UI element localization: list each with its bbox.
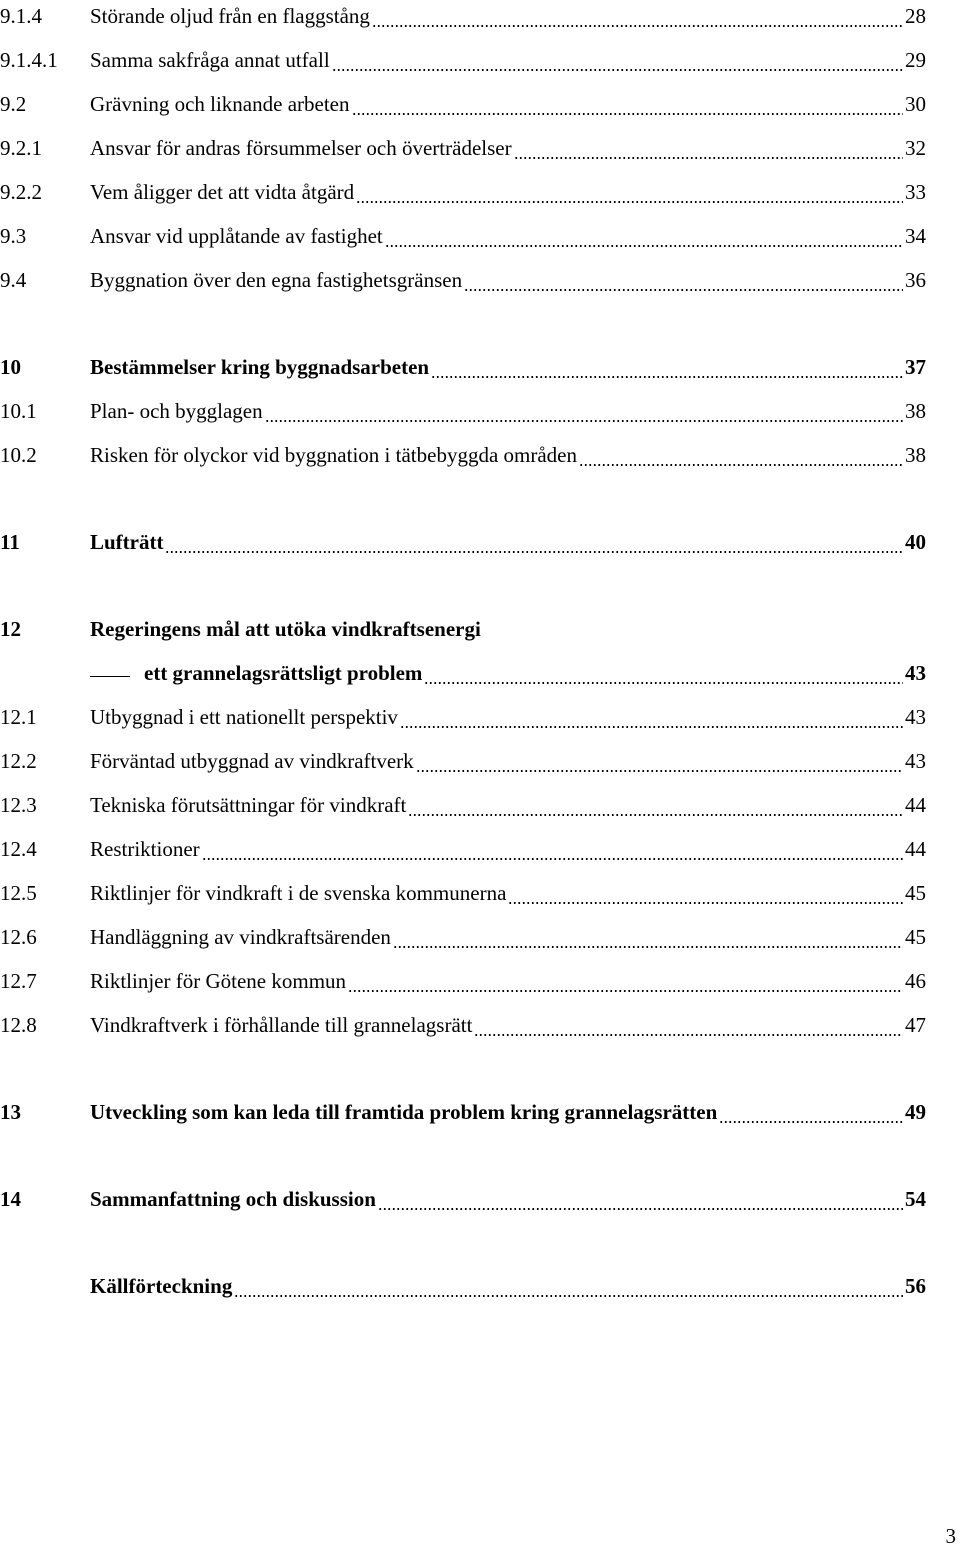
toc-entry-number: 10 [0, 355, 21, 379]
toc-entry-title: Byggnation över den egna fastighetsgränsen [90, 268, 463, 292]
toc-entry[interactable] [0, 963, 926, 993]
toc-entry-number: 12.6 [0, 925, 37, 949]
toc-chapter[interactable] [0, 1268, 926, 1298]
toc-entry-number: 9.2.1 [0, 136, 42, 160]
toc-entry-title: Ansvar för andras försummelser och överträdelser [90, 136, 512, 160]
toc-entry-page: 30 [905, 92, 926, 116]
toc-entry-title: Restriktioner [90, 837, 200, 861]
dash [90, 676, 130, 677]
toc-entry-title: Källförteckning [90, 1274, 233, 1298]
toc-entry-title: Riktlinjer för Götene kommun [90, 969, 347, 993]
toc-entry[interactable] [0, 42, 926, 72]
toc-entry[interactable] [0, 86, 926, 116]
toc-entry-number: 9.3 [0, 224, 27, 248]
toc-entry-title: Lufträtt [90, 530, 164, 554]
toc-entry[interactable] [0, 919, 926, 949]
dot-leader [416, 755, 903, 773]
toc-entry-title: Riktlinjer för vindkraft i de svenska kommunerna [90, 881, 507, 905]
toc-entry-title-continued: ett grannelagsrättsligt problem [144, 661, 423, 685]
toc-entry-title: Utveckling som kan leda till framtida problem kring grannelagsrätten [90, 1100, 718, 1124]
toc-chapter[interactable] [0, 1181, 926, 1211]
toc-chapter[interactable] [0, 349, 926, 379]
toc-entry-title: Vindkraftverk i förhållande till grannelagsrätt [90, 1013, 473, 1037]
toc-entry-title: Handläggning av vindkraftsärenden [90, 925, 391, 949]
toc-entry-page: 40 [905, 530, 926, 554]
dot-leader [474, 1019, 903, 1037]
toc-entry-title: Grävning och liknande arbeten [90, 92, 350, 116]
toc-entry-number: 12 [0, 617, 21, 641]
dot-leader [408, 799, 903, 817]
toc-entry-page: 43 [905, 661, 926, 685]
toc-entry-page: 45 [905, 925, 926, 949]
toc-entry-page: 54 [905, 1187, 926, 1211]
toc-entry-page: 38 [905, 399, 926, 423]
toc-entry[interactable] [0, 437, 926, 467]
toc-chapter-continuation[interactable] [90, 655, 926, 685]
toc-entry-title: Ansvar vid upplåtande av fastighet [90, 224, 383, 248]
toc-entry-page: 44 [905, 837, 926, 861]
toc-entry-number: 10.1 [0, 399, 37, 423]
toc-entry[interactable] [0, 1007, 926, 1037]
toc-entry-title: Förväntad utbyggnad av vindkraftverk [90, 749, 414, 773]
toc-entry-page: 32 [905, 136, 926, 160]
toc-entry-number: 12.2 [0, 749, 37, 773]
dot-leader [514, 142, 903, 160]
toc-entry-number: 10.2 [0, 443, 37, 467]
dot-leader [385, 230, 903, 248]
toc-entry-page: 45 [905, 881, 926, 905]
toc-entry-number: 11 [0, 530, 20, 554]
toc-entry-title: Bestämmelser kring byggnadsarbeten [90, 355, 430, 379]
toc-entry-number: 9.1.4 [0, 4, 42, 28]
toc-entry-page: 56 [905, 1274, 926, 1298]
dot-leader [332, 54, 903, 72]
dot-leader [356, 186, 903, 204]
toc-entry-page: 47 [905, 1013, 926, 1037]
toc-entry[interactable] [0, 130, 926, 160]
toc-entry-title: Utbyggnad i ett nationellt perspektiv [90, 705, 398, 729]
toc-entry-page: 44 [905, 793, 926, 817]
dot-leader [393, 931, 903, 949]
toc-entry-page: 46 [905, 969, 926, 993]
dot-leader [719, 1106, 903, 1124]
toc-entry[interactable] [0, 743, 926, 773]
dot-leader [579, 449, 903, 467]
toc-entry-title: Tekniska förutsättningar för vindkraft [90, 793, 407, 817]
toc-entry-page: 49 [905, 1100, 926, 1124]
toc-entry-title: Störande oljud från en flaggstång [90, 4, 370, 28]
toc-entry[interactable] [0, 0, 926, 28]
toc-entry-title: Samma sakfråga annat utfall [90, 48, 330, 72]
toc-entry-title: Vem åligger det att vidta åtgärd [90, 180, 355, 204]
toc-entry-number: 12.8 [0, 1013, 37, 1037]
toc-entry-page: 38 [905, 443, 926, 467]
toc-entry-title: Regeringens mål att utöka vindkraftsenergi [90, 617, 481, 641]
dot-leader [265, 405, 903, 423]
dot-leader [234, 1280, 903, 1298]
toc-entry-title: Plan- och bygglagen [90, 399, 263, 423]
dot-leader [352, 98, 904, 116]
toc-chapter[interactable] [0, 1094, 926, 1124]
toc-entry[interactable] [0, 262, 926, 292]
dot-leader [202, 843, 903, 861]
toc-entry-title: Risken för olyckor vid byggnation i tätbebyggda områden [90, 443, 577, 467]
toc-entry-number: 9.2 [0, 92, 27, 116]
toc-entry-page: 29 [905, 48, 926, 72]
toc-entry-page: 33 [905, 180, 926, 204]
toc-entry-number: 13 [0, 1100, 21, 1124]
toc-entry-page: 43 [905, 705, 926, 729]
toc-entry-number: 12.7 [0, 969, 37, 993]
toc-chapter[interactable] [0, 524, 926, 554]
toc-entry-number: 12.1 [0, 705, 37, 729]
toc-entry[interactable] [0, 875, 926, 905]
toc-entry-title: Sammanfattning och diskussion [90, 1187, 376, 1211]
toc-entry[interactable] [0, 174, 926, 204]
toc-entry-page: 43 [905, 749, 926, 773]
toc-entry-page: 36 [905, 268, 926, 292]
dot-leader [378, 1193, 903, 1211]
toc-entry[interactable] [0, 393, 926, 423]
dot-leader [508, 887, 903, 905]
toc-entry-number: 12.5 [0, 881, 37, 905]
toc-entry[interactable] [0, 831, 926, 861]
page-number: 3 [945, 1524, 956, 1548]
toc-entry-number: 14 [0, 1187, 21, 1211]
toc-entry-number: 9.2.2 [0, 180, 42, 204]
dot-leader [464, 274, 903, 292]
toc-entry[interactable] [0, 787, 926, 817]
dot-leader [400, 711, 903, 729]
toc-entry[interactable] [0, 218, 926, 248]
toc-entry-number: 9.4 [0, 268, 27, 292]
dot-leader [165, 536, 903, 554]
dot-leader [348, 975, 903, 993]
toc-entry-page: 37 [905, 355, 926, 379]
toc-chapter[interactable] [0, 611, 926, 641]
toc-entry-number: 9.1.4.1 [0, 48, 58, 72]
toc-entry-page: 34 [905, 224, 926, 248]
dot-leader [431, 361, 903, 379]
toc-entry-number: 12.4 [0, 837, 37, 861]
dot-leader [372, 10, 903, 28]
toc-entry-page: 28 [905, 4, 926, 28]
dot-leader [424, 667, 903, 685]
toc-entry-number: 12.3 [0, 793, 37, 817]
toc-entry[interactable] [0, 699, 926, 729]
